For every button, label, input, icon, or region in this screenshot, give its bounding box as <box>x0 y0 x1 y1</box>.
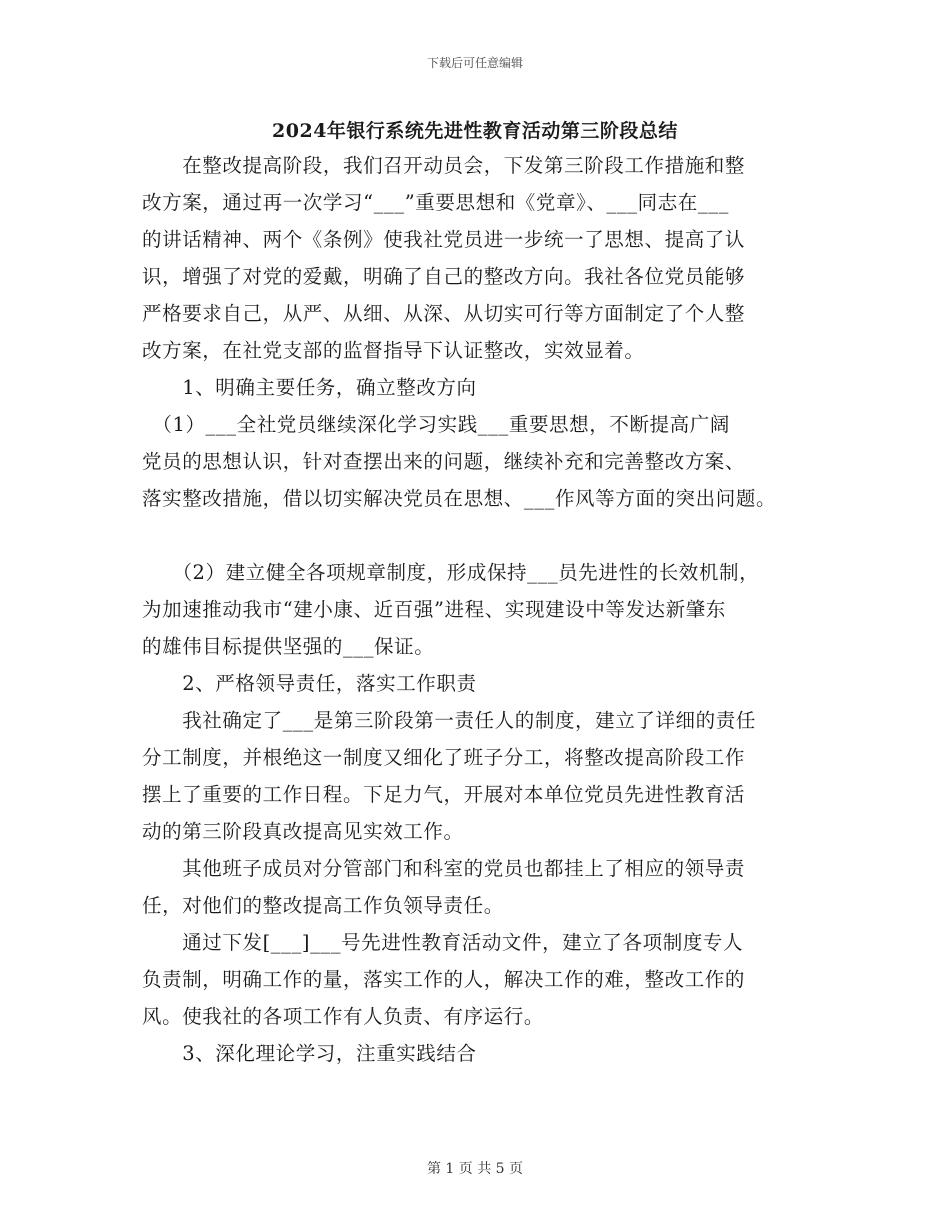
body-line: 识，增强了对党的爱戴，明确了自己的整改方向。我社各位党员能够 <box>142 265 746 288</box>
document-title: 2024年银行系统先进性教育活动第三阶段总结 <box>272 120 678 142</box>
body-line: 动的第三阶段真改提高见实效工作。 <box>142 820 464 843</box>
section-heading: 3、深化理论学习，注重实践结合 <box>142 1042 477 1065</box>
body-line: 摆上了重要的工作日程。下足力气，开展对本单位党员先进性教育活 <box>142 783 746 806</box>
body-line: 党员的思想认识，针对查摆出来的问题，继续补充和完善整改方案、 <box>142 450 746 473</box>
body-line: 严格要求自己，从严、从细、从深、从切实可行等方面制定了个人整 <box>142 302 746 325</box>
body-line: 落实整改措施，借以切实解决党员在思想、___作风等方面的突出问题。 <box>142 487 777 510</box>
header-note: 下载后可任意编辑 <box>426 56 523 70</box>
body-line: 任，对他们的整改提高工作负领导责任。 <box>142 894 504 917</box>
body-line: 我社确定了___是第三阶段第一责任人的制度，建立了详细的责任 <box>142 709 756 732</box>
body-line: 为加速推动我市“建小康、近百强”进程、实现建设中等发达新肇东 <box>142 598 726 621</box>
body-line: 其他班子成员对分管部门和科室的党员也都挂上了相应的领导责 <box>142 857 746 880</box>
body-line: 分工制度，并根绝这一制度又细化了班子分工，将整改提高阶段工作 <box>142 746 746 769</box>
body-line: （1）___全社党员继续深化学习实践___重要思想，不断提高广阔 <box>142 413 730 436</box>
body-line: 通过下发[___]___号先进性教育活动文件，建立了各项制度专人 <box>142 931 744 954</box>
body-line: 改方案，通过再一次学习“___”重要思想和《党章》、___同志在___ <box>142 191 729 214</box>
section-heading: 1、明确主要任务，确立整改方向 <box>142 376 477 399</box>
body-line: 的讲话精神、两个《条例》使我社党员进一步统一了思想、提高了认 <box>142 228 746 251</box>
body-line: 在整改提高阶段，我们召开动员会，下发第三阶段工作措施和整 <box>142 154 746 177</box>
body-line: 的雄伟目标提供坚强的___保证。 <box>142 635 435 658</box>
body-line: （2）建立健全各项规章制度，形成保持___员先进性的长效机制， <box>142 561 760 584</box>
page-footer: 第 1 页 共 5 页 <box>426 1161 524 1177</box>
body-line: 风。使我社的各项工作有人负责、有序运行。 <box>142 1005 545 1028</box>
body-line: 改方案，在社党支部的监督指导下认证整改，实效显着。 <box>142 339 645 362</box>
body-line: 负责制，明确工作的量，落实工作的人，解决工作的难，整改工作的 <box>142 968 746 991</box>
section-heading: 2、严格领导责任，落实工作职责 <box>142 672 477 695</box>
